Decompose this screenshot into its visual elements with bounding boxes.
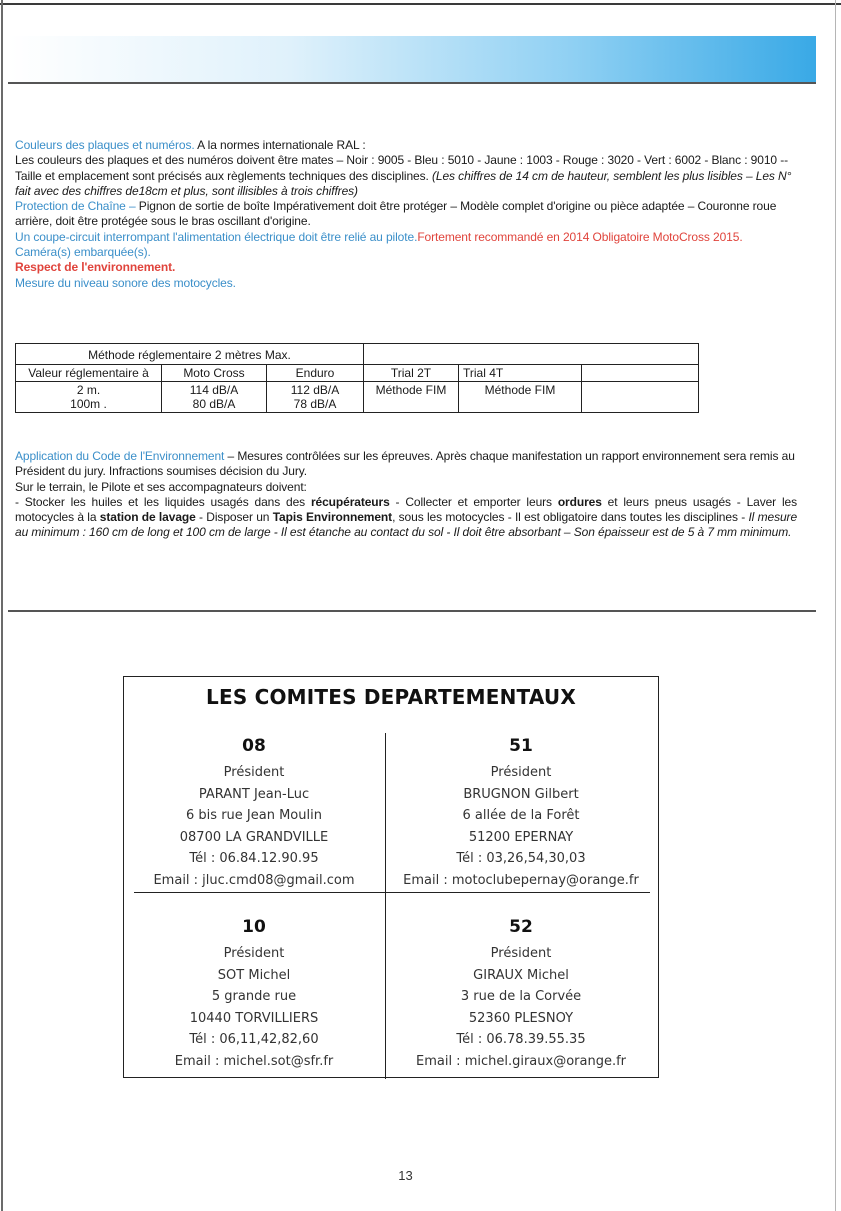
- cell-enduro-2m: 112 dB/A: [290, 383, 340, 397]
- environment-heading: Respect de l'environnement.: [15, 260, 176, 275]
- comite-email: Email : michel.giraux@orange.fr: [415, 1053, 627, 1069]
- colors-paragraph: [15, 138, 797, 153]
- station-lavage: station de lavage: [99, 510, 196, 525]
- noise-table-header-row: [16, 344, 699, 365]
- method-header: Méthode réglementaire 2 mètres Max.: [16, 344, 364, 365]
- text3d: - Disposer un: [195, 510, 273, 525]
- comite-city: 08700 LA GRANDVILLE: [179, 829, 329, 845]
- comite-president-name: BRUGNON Gilbert: [463, 786, 579, 802]
- application-paragraph: [15, 449, 797, 480]
- comite-email: Email : jluc.cmd08@gmail.com: [153, 872, 355, 888]
- col-motocross: Moto Cross: [162, 365, 267, 382]
- tapis-environnement: Tapis Environnement: [272, 510, 393, 525]
- application-text1: – Mesures contrôlées sur les épreuves. Après chaque manifestation un rapport environnement sera remis au Président du jury. Infractions soumises décision du Jury.: [15, 449, 795, 479]
- colors-text-paragraph: [15, 153, 797, 199]
- noise-table-values: [16, 382, 699, 413]
- camera-line: Caméra(s) embarquée(s).: [15, 245, 151, 260]
- noise-table-columns: [16, 365, 699, 382]
- cell-motocross-100m: 80 dB/A: [192, 397, 236, 411]
- comite-number: 51: [509, 736, 533, 756]
- page-number: 13: [398, 1168, 413, 1183]
- cell-distance-100m: 100m .: [70, 397, 107, 411]
- cell-distances: [16, 382, 162, 413]
- text3b: - Collecter et emporter leurs: [389, 494, 558, 509]
- cell-trial4t: Méthode FIM: [459, 382, 582, 413]
- comite-role: Président: [490, 765, 552, 780]
- comite-number: 10: [242, 917, 266, 937]
- cell-trial2t: Méthode FIM: [364, 382, 459, 413]
- comite-president-name: PARANT Jean-Luc: [198, 786, 310, 802]
- application-text3: [15, 495, 797, 541]
- comite-role: Président: [223, 946, 285, 961]
- application-text2: Sur le terrain, le Pilote et ses accompagnateurs doivent:: [15, 479, 307, 494]
- colors-label: Couleurs des plaques et numéros.: [15, 138, 195, 152]
- comite-tel: Tél : 06,11,42,82,60: [189, 1032, 319, 1048]
- comite-email: Email : motoclubepernay@orange.fr: [403, 872, 639, 888]
- rules-section: [15, 138, 797, 291]
- comite-tel: Tél : 06.84.12.90.95: [189, 851, 319, 867]
- comite-52: [386, 915, 656, 1073]
- method-header-empty: [364, 344, 699, 365]
- text3e: , sous les motocycles - Il est obligatoire dans toutes les disciplines -: [392, 510, 749, 525]
- header-rule: [8, 82, 816, 84]
- comite-10: [124, 915, 384, 1073]
- page-edge-right: [835, 0, 836, 1211]
- circuit-red: Fortement recommandé en 2014 Obligatoire MotoCross 2015.: [417, 229, 743, 244]
- chain-text: Pignon de sortie de boîte Impérativement doit être protéger – Modèle complet d'origine ou pièce adaptée – Couronne roue arrière, doit être protégée sous le bras oscillant d'origine.: [15, 199, 777, 229]
- comite-president-name: SOT Michel: [217, 967, 291, 983]
- chain-paragraph: [15, 199, 797, 230]
- cell-enduro: [267, 382, 364, 413]
- application-section: [15, 449, 797, 541]
- comite-08: [124, 734, 384, 892]
- text3a: - Stocker les huiles et les liquides usagés dans des: [15, 494, 311, 509]
- col-valeur: Valeur réglementaire à: [16, 365, 162, 382]
- cell-enduro-100m: 78 dB/A: [293, 397, 337, 411]
- cell-distance-2m: 2 m.: [76, 383, 101, 397]
- col-empty: [582, 365, 699, 382]
- tapis-note: Il mesure au minimum : 160 cm de long et 100 cm de large - Il est étanche au contact du sol - Il doit être absorbant – Son épaisseur est de 5 à 7 mm minimum.: [15, 510, 798, 540]
- comite-role: Président: [223, 765, 285, 780]
- col-trial2t: Trial 2T: [364, 365, 459, 382]
- circuit-text: Un coupe-circuit interrompant l'alimentation électrique doit être relié au pilote.: [15, 229, 418, 244]
- circuit-paragraph: [15, 230, 797, 245]
- comite-role: Président: [490, 946, 552, 961]
- text3c: et leurs pneus usagés - Laver les motocycles à la: [15, 494, 797, 525]
- comite-street: 6 allée de la Forêt: [462, 808, 580, 824]
- comite-president-name: GIRAUX Michel: [473, 967, 569, 983]
- colors-note: (Les chiffres de 14 cm de hauteur, semblent les plus lisibles – Les N° fait avec des chiffres de18cm et plus, sont illisibles à trois chiffres): [15, 168, 792, 198]
- colors-label-tail: A la normes internationale RAL :: [194, 138, 366, 152]
- comites-title: LES COMITES DEPARTEMENTAUX: [206, 685, 576, 709]
- comite-city: 10440 TORVILLIERS: [189, 1010, 319, 1026]
- col-enduro: Enduro: [267, 365, 364, 382]
- mid-rule: [8, 610, 816, 612]
- cell-motocross-2m: 114 dB/A: [189, 383, 239, 397]
- comite-street: 3 rue de la Corvée: [460, 989, 582, 1005]
- comite-city: 52360 PLESNOY: [468, 1010, 574, 1026]
- colors-text: Les couleurs des plaques et des numéros doivent être mates – Noir : 9005 - Bleu : 5010 - Jaune : 1003 - Rouge : 3020 - Vert : 6002 - Blanc : 9010 -- Taille et emplacement sont précisés aux règlements techniques des disciplines.: [15, 153, 789, 183]
- comite-tel: Tél : 03,26,54,30,03: [456, 851, 586, 867]
- comite-51: [386, 734, 656, 892]
- top-rule: [0, 3, 841, 5]
- header-band: [8, 36, 816, 82]
- comite-number: 08: [242, 736, 266, 756]
- comite-city: 51200 EPERNAY: [468, 829, 574, 845]
- comite-street: 5 grande rue: [211, 989, 297, 1005]
- application-label: Application du Code de l'Environnement: [15, 449, 225, 463]
- comites-horizontal-divider: [134, 892, 650, 893]
- ordures: ordures: [557, 494, 602, 509]
- page-edge-left: [1, 0, 3, 1211]
- recuperateurs: récupérateurs: [310, 494, 390, 509]
- comites-box: [123, 676, 659, 1078]
- chain-label: Protection de Chaîne –: [15, 199, 136, 214]
- col-trial4t: Trial 4T: [459, 365, 582, 382]
- comite-tel: Tél : 06.78.39.55.35: [456, 1032, 586, 1048]
- noise-measure-line: Mesure du niveau sonore des motocycles.: [15, 275, 236, 290]
- comite-email: Email : michel.sot@sfr.fr: [174, 1053, 334, 1069]
- cell-empty: [582, 382, 699, 413]
- cell-motocross: [162, 382, 267, 413]
- comite-street: 6 bis rue Jean Moulin: [186, 808, 322, 824]
- noise-table: [15, 343, 699, 413]
- comite-number: 52: [509, 917, 533, 937]
